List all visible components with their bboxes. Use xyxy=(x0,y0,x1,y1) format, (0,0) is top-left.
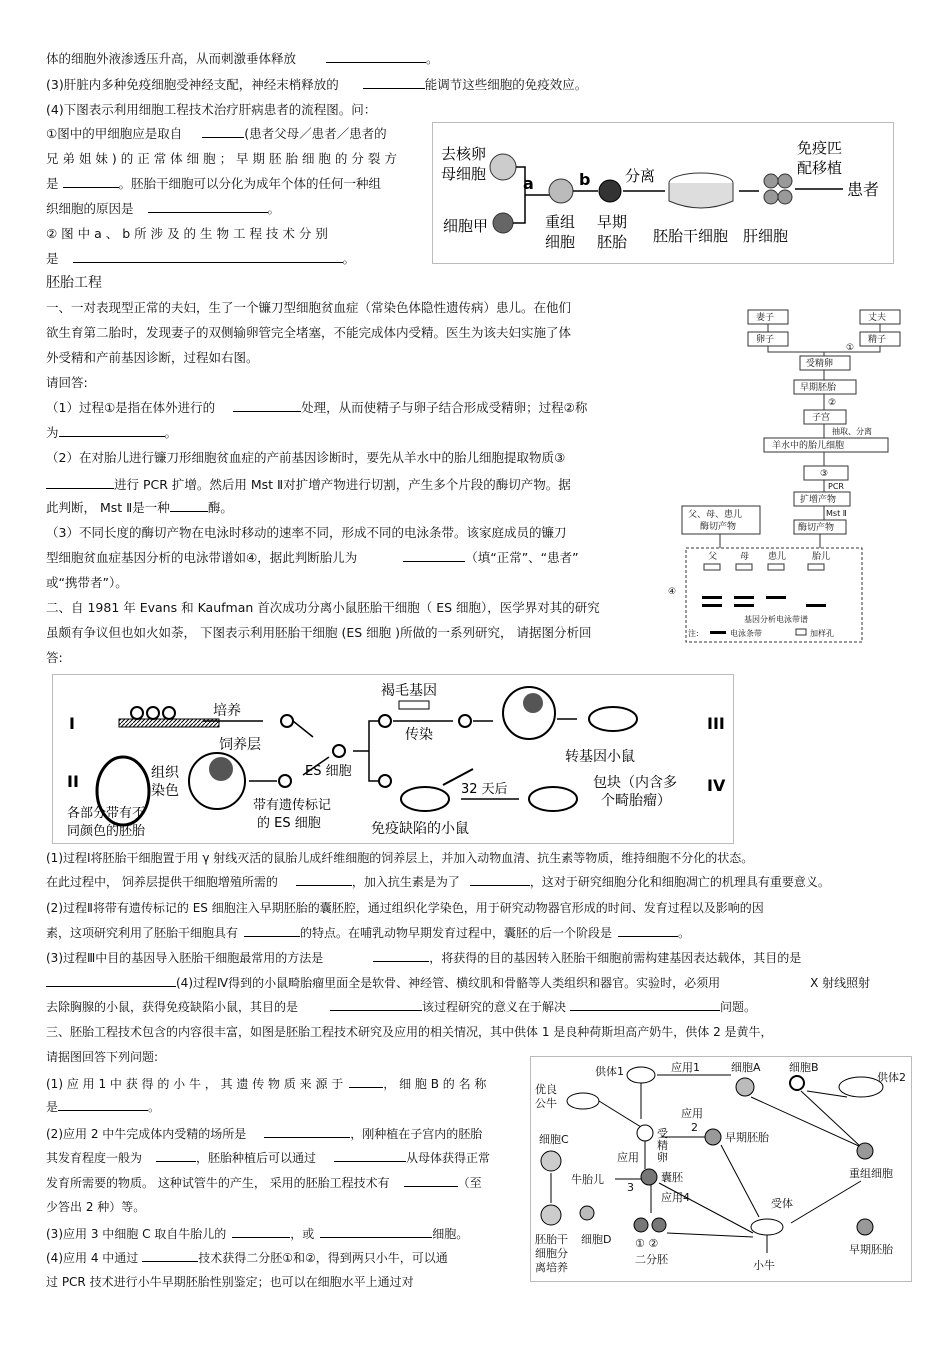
text: X 射线照射 xyxy=(810,976,871,990)
label-transgenic-mouse: 转基因小鼠 xyxy=(565,749,635,765)
text: 的特点。在哺乳动物早期发育过程中，囊胚的后一个阶段是 xyxy=(300,926,613,940)
label-half-embryo: 二分胚 xyxy=(635,1253,668,1266)
label-enucleated-oocyte-2: 母细胞 xyxy=(441,165,487,183)
text: (4)过程Ⅳ得到的小鼠畸胎瘤里面全是软骨、神经管、横纹肌和骨骼等人类组织和器官。实验时，必须用 xyxy=(176,976,721,990)
label-separate: 分离 xyxy=(625,167,656,185)
text-line xyxy=(46,476,571,494)
prenatal-diagnosis-flowchart xyxy=(664,306,912,648)
text-line: 虽颇有争议但也如火如荼， 下图表示利用胚胎干细胞 (ES 细胞 )所做的一系列研究， 请据图分析回 xyxy=(46,625,592,640)
band xyxy=(806,604,826,607)
text-line: 外受精和产前基因诊断，过程如右图。 xyxy=(46,350,259,365)
label-wife: 妻子 xyxy=(756,313,775,323)
text: 素，这项研究利用了胚胎干细胞具有 xyxy=(46,926,239,940)
label-enucleated-oocyte: 去核卵 xyxy=(441,145,487,163)
answer-blank[interactable] xyxy=(334,1149,406,1162)
text-line xyxy=(46,499,233,517)
answer-blank[interactable] xyxy=(142,1249,198,1262)
text: 是 xyxy=(46,176,59,191)
text: 体的细胞外液渗透压升高，从而刺激垂体释放 xyxy=(46,51,297,66)
text: 去除胸腺的小鼠，获得免疫缺陷小鼠，其目的是 xyxy=(46,1000,299,1014)
step-1: ① xyxy=(846,343,855,353)
zygote-icon xyxy=(637,1125,653,1141)
answer-blank[interactable] xyxy=(618,924,678,937)
text: ，将获得的目的基因转入胚胎干细胞前需构建基因表达载体，其目的是 xyxy=(429,951,802,965)
label-app-2-num: 2 xyxy=(691,1121,698,1134)
text-line xyxy=(46,424,177,442)
label-early-embryo-2: 胚胎 xyxy=(597,233,628,251)
text: 织细胞的原因是 xyxy=(46,201,134,216)
cell-b-icon xyxy=(790,1076,804,1090)
text-line: （3）不同长度的酶切产物在电泳时移动的速率不同，形成不同的电泳条带。该家庭成员的镰刀 xyxy=(46,525,567,540)
text-line: 一、一对表现型正常的夫妇，生了一个镰刀型细胞贫血症（常染色体隐性遗传病）患儿。在他们 xyxy=(46,300,572,315)
answer-blank[interactable] xyxy=(232,1225,290,1238)
lane-label-fetus: 胎儿 xyxy=(812,552,831,562)
label-bull-2: 公牛 xyxy=(535,1097,557,1110)
es-cell-research-diagram xyxy=(52,674,734,844)
gel-caption: 基因分析电泳带谱 xyxy=(744,615,808,624)
label-fetal-cells: 羊水中的胎儿细胞 xyxy=(772,441,845,451)
label-family-products: 酶切产物 xyxy=(700,522,737,532)
answer-blank[interactable] xyxy=(264,1125,350,1138)
answer-blank[interactable] xyxy=(349,1075,383,1088)
text: （至 xyxy=(457,1176,482,1190)
band xyxy=(766,596,786,599)
label-culture: 培养 xyxy=(213,703,241,719)
label-app-1: 应用1 xyxy=(671,1061,700,1074)
text-line xyxy=(46,1098,160,1116)
label-brown-gene: 褐毛基因 xyxy=(381,683,437,699)
transgenic-mouse-icon xyxy=(589,707,637,731)
text: ，或 xyxy=(290,1227,315,1241)
text-line: 三、胚胎工程技术包含的内容很丰富，如图是胚胎工程技术研究及应用的相关情况，其中供体 1 是良种荷斯坦高产奶牛，供体 2 是黄牛， xyxy=(46,1025,773,1039)
text-line xyxy=(46,175,381,193)
label-recombinant: 重组 xyxy=(545,213,576,231)
label-lump-2: 个畸胎瘤） xyxy=(601,793,671,809)
text: ，加入抗生素是为了 xyxy=(351,875,460,889)
text-line: （2）在对胎儿进行镰刀形细胞贫血症的产前基因诊断时，要先从羊水中的胎儿细胞提取物质③ xyxy=(46,450,566,465)
text: 技术获得二分胚①和②，得到两只小牛，可以通 xyxy=(198,1251,448,1265)
label-app-4: 应用4 xyxy=(661,1191,690,1204)
text: (2)应用 2 中牛完成体内受精的场所是 xyxy=(46,1127,247,1141)
text: ，胚胎种植后可以通过 xyxy=(196,1151,317,1165)
label-uterus: 子宫 xyxy=(812,413,831,423)
label-transfect: 传染 xyxy=(405,727,433,743)
label-es-cell: 胚胎干细胞 xyxy=(653,227,729,245)
es-culture-icon xyxy=(541,1205,561,1225)
legend-well: 加样孔 xyxy=(810,629,834,638)
text-line xyxy=(46,125,387,143)
text: ，刚种植在子宫内的胚胎 xyxy=(350,1127,483,1141)
label-marked-es: 带有遗传标记 xyxy=(253,798,332,813)
label-es-cell: ES 细胞 xyxy=(305,764,352,779)
text-line xyxy=(46,924,690,942)
label-husband: 丈夫 xyxy=(868,313,887,323)
text: 在此过程中， 饲养层提供干细胞增殖所需的 xyxy=(46,875,278,889)
liver-therapy-flowchart xyxy=(432,122,894,264)
text: (3)肝脏内多种免疫细胞受神经支配，神经末梢释放的 xyxy=(46,77,339,92)
answer-blank[interactable] xyxy=(403,549,465,562)
text-line: (1)过程Ⅰ将胚胎干细胞置于用 γ 射线灭活的鼠胎儿成纤维细胞的饲养层上，并加入动物血清、抗生素等物质，维持细胞不分化的状态。 xyxy=(46,851,754,865)
early-embryo-2-icon xyxy=(857,1219,873,1235)
answer-blank[interactable] xyxy=(326,50,426,63)
label-feeder: 饲养层 xyxy=(219,737,261,753)
text: 。 xyxy=(267,201,281,216)
text: (1) 应 用 1 中 获 得 的 小 牛 ， 其 遗 传 物 质 来 源 于 xyxy=(46,1077,344,1091)
text: 。 xyxy=(342,251,356,266)
text: 该过程研究的意义在于解决 xyxy=(422,1000,567,1014)
label-early-embryo-2: 早期胚胎 xyxy=(849,1243,893,1256)
text-line: 少答出 2 种）等。 xyxy=(46,1200,146,1214)
answer-blank[interactable] xyxy=(233,399,301,412)
label-cell-c: 细胞C xyxy=(539,1133,569,1146)
text: (4)应用 4 中通过 xyxy=(46,1251,139,1265)
label-stain: 染色 xyxy=(151,783,179,799)
text: ①图中的甲细胞应是取自 xyxy=(46,126,183,141)
label-zygote: 受精卵 xyxy=(806,359,834,369)
text-line: 兄 弟 姐 妹 ) 的 正 常 体 细 胞 ； 早 期 胚 胎 细 胞 的 分 裂 方 xyxy=(46,151,397,166)
label-donor-2: 供体2 xyxy=(877,1071,906,1084)
text: （填“正常”、“患者” xyxy=(465,550,579,565)
label-egg: 卵子 xyxy=(756,335,775,345)
text-line: 请据图回答下列问题: xyxy=(46,1050,159,1064)
label-es-culture-2: 细胞分 xyxy=(535,1247,568,1260)
text: 问题。 xyxy=(720,1000,757,1014)
label-process-4: IV xyxy=(707,776,726,795)
cow-icon xyxy=(627,1067,655,1083)
label-fert-1: 受 xyxy=(657,1127,668,1140)
answer-blank[interactable] xyxy=(470,873,530,886)
answer-blank[interactable] xyxy=(46,974,176,987)
body-cell-icon xyxy=(493,213,513,233)
label-es-culture-3: 离培养 xyxy=(535,1261,568,1274)
label-enzyme-products: 酶切产物 xyxy=(798,523,835,533)
label-process-2: II xyxy=(67,772,79,791)
answer-blank[interactable] xyxy=(570,998,720,1011)
half-embryo-2-icon xyxy=(652,1218,666,1232)
label-es-culture-1: 胚胎干 xyxy=(535,1233,568,1246)
answer-blank[interactable] xyxy=(296,873,352,886)
text-line xyxy=(46,1249,448,1267)
text: （1）过程①是指在体外进行的 xyxy=(46,400,216,415)
label-amplified: 扩增产物 xyxy=(800,495,837,505)
text: 。 xyxy=(164,425,178,440)
text: 是 xyxy=(46,1100,59,1114)
label-donor-1: 供体1 xyxy=(595,1065,624,1078)
text-line xyxy=(46,200,280,218)
text: (3)应用 3 中细胞 C 取自牛胎儿的 xyxy=(46,1227,227,1241)
answer-blank[interactable] xyxy=(202,125,244,138)
label-blastocyst: 囊胚 xyxy=(661,1171,683,1184)
answer-blank[interactable] xyxy=(404,1174,458,1187)
label-immune-match: 免疫匹 xyxy=(797,139,843,157)
recipient-cow-icon xyxy=(751,1219,783,1235)
liver-cells-icon xyxy=(764,174,792,204)
answer-blank[interactable] xyxy=(170,499,208,512)
answer-blank[interactable] xyxy=(46,476,114,489)
label-sperm: 精子 xyxy=(868,335,887,345)
text: 。 xyxy=(426,51,439,66)
early-embryo-icon xyxy=(705,1129,721,1145)
text-line xyxy=(46,50,439,68)
text-line xyxy=(46,1075,486,1093)
label-recombinant-2: 细胞 xyxy=(545,233,576,251)
text: (患者父母／患者／患者的 xyxy=(244,126,387,141)
cell-d-icon xyxy=(580,1206,594,1220)
text-line xyxy=(46,1149,490,1167)
text: 发育所需要的物质。 这种试管牛的产生， 采用的胚胎工程技术有 xyxy=(46,1176,390,1190)
label-early-embryo: 早期胚胎 xyxy=(800,383,837,393)
label-recipient: 受体 xyxy=(771,1197,793,1210)
text: 。 xyxy=(148,1100,161,1114)
text: 为 xyxy=(46,425,59,440)
text: 其发育程度一般为 xyxy=(46,1151,143,1165)
text-line: 请回答: xyxy=(46,375,88,390)
label-a: a xyxy=(523,174,534,193)
text-line xyxy=(46,949,801,967)
legend-note: 注: xyxy=(688,629,699,638)
culture-dish-body xyxy=(669,183,733,208)
label-immune-match-2: 配移植 xyxy=(797,159,843,177)
es-cell-icon xyxy=(333,745,345,757)
text: 型细胞贫血症基因分析的电泳带谱如④，据此判断胎儿为 xyxy=(46,550,358,565)
answer-blank[interactable] xyxy=(244,924,300,937)
label-early-embryo: 早期胚胎 xyxy=(725,1131,769,1144)
label-cell-a: 细胞A xyxy=(731,1061,761,1074)
bull-icon xyxy=(567,1093,599,1109)
label-calf: 小牛 xyxy=(753,1259,775,1272)
label-mst: Mst Ⅱ xyxy=(826,509,847,518)
label-extract: 抽取、分离 xyxy=(832,427,872,436)
tumor-mouse-icon xyxy=(529,787,577,811)
text-line: ② 图 中 a 、 b 所 涉 及 的 生 物 工 程 技 术 分 别 xyxy=(46,226,328,241)
text: 。胚胎干细胞可以分化为成年个体的任何一种组 xyxy=(118,176,382,191)
answer-blank[interactable] xyxy=(148,200,268,213)
text: 进行 PCR 扩增。然后用 Mst Ⅱ对扩增产物进行切割，产生多个片段的酶切产物。据 xyxy=(114,477,571,492)
label-app-3: 应用 xyxy=(617,1151,639,1164)
label-cell-jia: 细胞甲 xyxy=(443,217,489,235)
band xyxy=(702,604,722,607)
text: 能调节这些细胞的免疫效应。 xyxy=(424,77,588,92)
answer-blank[interactable] xyxy=(320,1225,432,1238)
feeder-layer-icon xyxy=(119,707,219,727)
answer-blank[interactable] xyxy=(373,949,429,962)
text: 此判断， Mst Ⅱ是一种 xyxy=(46,500,170,515)
text: (3)过程Ⅲ中目的基因导入胚胎干细胞最常用的方法是 xyxy=(46,951,324,965)
embryo-engineering-applications-diagram xyxy=(530,1056,912,1282)
text-line xyxy=(46,1225,468,1243)
label-b: b xyxy=(579,170,591,189)
label-c12: ① ② xyxy=(635,1237,659,1250)
label-app-3-num: 3 xyxy=(627,1181,634,1194)
text: 是 xyxy=(46,251,59,266)
cell-a-icon xyxy=(736,1078,754,1096)
label-fert-3: 卵 xyxy=(657,1151,668,1164)
recombinant-cell-icon xyxy=(549,179,573,203)
lane-label-patient-child: 患儿 xyxy=(768,552,787,562)
lane-label-father: 父 xyxy=(708,552,718,562)
text-line xyxy=(46,998,756,1016)
label-patient: 患者 xyxy=(847,180,880,199)
label-liver-cell: 肝细胞 xyxy=(743,227,789,245)
step-4: ④ xyxy=(668,587,677,597)
text: 处理，从而使精子与卵子结合形成受精卵；过程②称 xyxy=(301,400,588,415)
label-lump: 包块（内含多 xyxy=(593,775,677,791)
text-line: (4)下图表示利用细胞工程技术治疗肝病患者的流程图。问： xyxy=(46,102,377,117)
label-pcr: PCR xyxy=(828,482,844,491)
label-tissue: 组织 xyxy=(151,765,179,781)
band xyxy=(734,604,754,607)
cell-c-icon xyxy=(541,1151,561,1171)
band xyxy=(702,596,722,599)
answer-blank[interactable] xyxy=(156,1149,196,1162)
text-line: 答: xyxy=(46,650,63,665)
label-cell-d: 细胞D xyxy=(581,1233,612,1246)
text: 从母体获得正常 xyxy=(406,1151,491,1165)
recombinant-cell-icon xyxy=(857,1143,873,1159)
label-process-3: III xyxy=(707,714,725,733)
text-line xyxy=(46,1174,482,1192)
blastocyst-icon xyxy=(641,1169,657,1185)
text: 。 xyxy=(678,926,691,940)
answer-blank[interactable] xyxy=(330,998,422,1011)
band xyxy=(734,596,754,599)
label-parts-2: 同颜色的胚胎 xyxy=(67,824,146,839)
label-fetus: 牛胎儿 xyxy=(571,1173,604,1186)
label-recombinant-cell: 重组细胞 xyxy=(849,1167,893,1180)
text: ， 细 胞 B 的 名 称 xyxy=(383,1077,487,1091)
answer-blank[interactable] xyxy=(363,76,425,89)
text-line xyxy=(46,974,870,992)
oocyte-icon xyxy=(490,154,516,180)
text-line: 过 PCR 技术进行小牛早期胚胎性别鉴定；也可以在细胞水平上通过对 xyxy=(46,1275,414,1289)
early-embryo-icon xyxy=(599,180,621,202)
text-line xyxy=(46,399,587,417)
answer-blank[interactable] xyxy=(63,175,119,188)
text: 细胞。 xyxy=(432,1227,469,1241)
label-early-embryo: 早期 xyxy=(597,213,628,231)
text-line xyxy=(46,549,579,567)
text: ，这对于研究细胞分化和细胞凋亡的机理具有重要意义。 xyxy=(529,875,830,889)
lane-label-mother: 母 xyxy=(740,552,750,562)
label-app-2: 应用 xyxy=(681,1107,703,1120)
text: 酶。 xyxy=(207,500,233,515)
label-immunodeficient-mouse: 免疫缺陷的小鼠 xyxy=(371,821,469,837)
label-cell-b: 细胞B xyxy=(789,1061,819,1074)
text-line xyxy=(46,1125,482,1143)
text-line: 欲生育第二胎时，发现妻子的双侧输卵管完全堵塞，不能完成体内受精。医生为该夫妇实施了体 xyxy=(46,325,572,340)
step-2: ② xyxy=(828,398,837,408)
half-embryo-1-icon xyxy=(634,1218,648,1232)
step-3: ③ xyxy=(820,469,829,479)
immunodeficient-mouse-icon xyxy=(401,787,449,811)
label-marked-es-2: 的 ES 细胞 xyxy=(257,816,321,831)
text-line xyxy=(46,873,830,891)
text-line xyxy=(46,76,587,94)
section-title: 胚胎工程 xyxy=(46,275,102,291)
answer-blank[interactable] xyxy=(58,1098,148,1111)
label-fert-2: 精 xyxy=(657,1139,668,1152)
text-line: 二、自 1981 年 Evans 和 Kaufman 首次成功分离小鼠胚胎干细胞（ ES 细胞），医学界对其的研究 xyxy=(46,600,600,615)
label-parts: 各部分带有不 xyxy=(67,806,146,821)
label-family: 父、母、患儿 xyxy=(688,510,743,520)
label-process-1: I xyxy=(69,714,75,733)
text-line: 或“携带者”）。 xyxy=(46,575,128,590)
legend-band: 电泳条带 xyxy=(730,629,762,638)
text-line xyxy=(46,250,355,268)
label-32-days: 32 天后 xyxy=(461,782,508,797)
label-bull: 优良 xyxy=(535,1083,557,1096)
text-line: (2)过程Ⅱ将带有遗传标记的 ES 细胞注入早期胚胎的囊胚腔，通过组织化学染色，用于研究动物器官形成的时间、发育过程以及影响的因 xyxy=(46,901,764,915)
answer-blank[interactable] xyxy=(59,424,165,437)
answer-blank[interactable] xyxy=(73,250,343,263)
gel-panel xyxy=(686,548,862,642)
